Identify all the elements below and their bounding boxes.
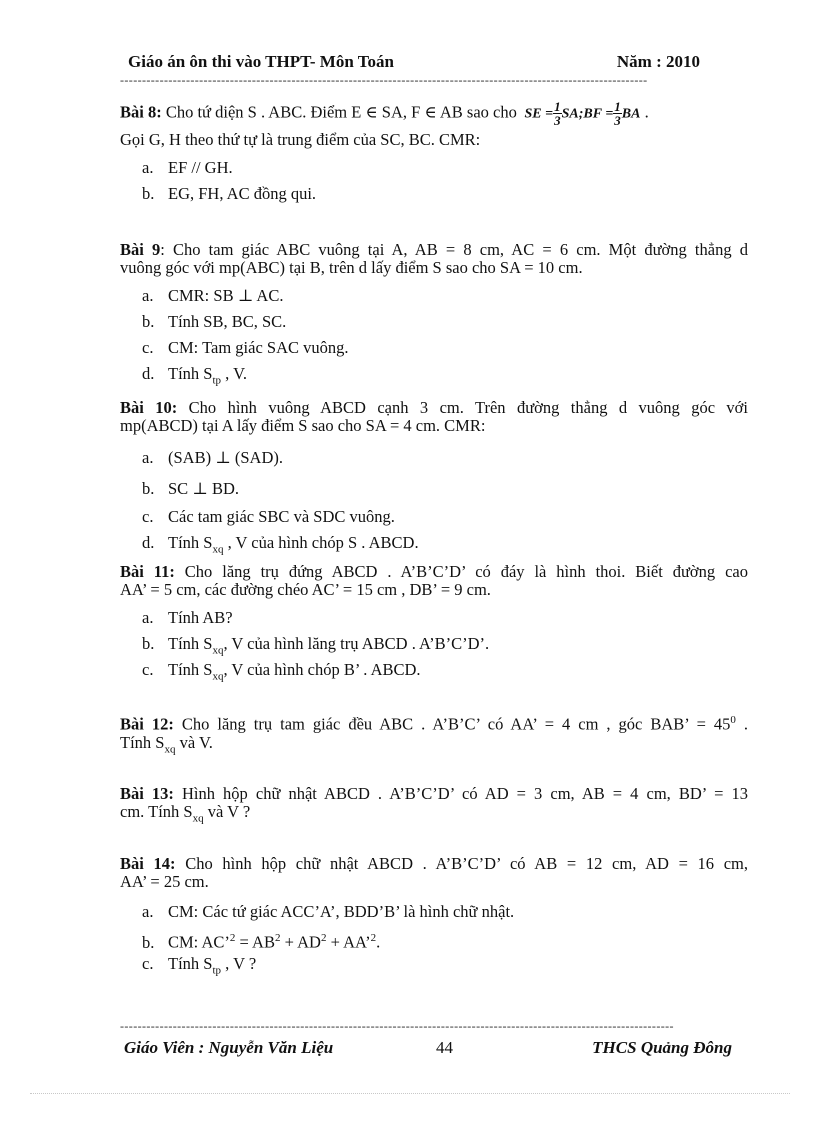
problem-8 — [120, 100, 748, 209]
problem-10-items — [120, 447, 748, 558]
fraction-one-third: $\frac{1}{3}$ — [554, 99, 561, 128]
list-item: b. EG, FH, AC đồng qui. — [142, 184, 317, 203]
formula-ba: BA — [621, 106, 641, 122]
page-header — [128, 52, 710, 76]
header-title: Giáo án ôn thi vào THPT- Môn Toán — [128, 52, 394, 71]
problem-14-line-1: Bài 14: Cho hình hộp chữ nhật ABCD . A’B’C’D’ có AB = 12 cm, AD = 16 cm, — [120, 854, 749, 873]
list-item: a. CM: Các tứ giác ACC’A’, BDD’B’ là hình chữ nhật. — [142, 902, 515, 921]
formula-sa-bf: SA;BF = — [561, 106, 614, 122]
footer-divider: ------------------------------------------------------------------------------------------------------------------------------ — [120, 1020, 674, 1032]
footer-school: THCS Quảng Đông — [592, 1038, 732, 1057]
list-item: b. Tính $S_{xq}$, V của hình lăng trụ ABCD . A’B’C’D’. — [142, 634, 490, 657]
problem-14 — [120, 855, 748, 979]
header-divider: ------------------------------------------------------------------------------------------------------------------------ — [120, 74, 648, 86]
problem-9-line-1: Bài 9: Cho tam giác ABC vuông tại A, AB = 8 cm, AC = 6 cm. Một đường thẳng d — [120, 240, 748, 259]
problem-9-items — [120, 285, 748, 389]
list-item: b. Tính SB, BC, SC. — [142, 312, 287, 331]
problem-14-line-2: AA’ = 25 cm. — [120, 872, 209, 891]
list-item: a. CMR: SB ⊥ AC. — [142, 286, 284, 305]
problem-8-text: Cho tứ diện S . ABC. Điểm E ∈ SA, F ∈ AB sao cho — [165, 102, 517, 122]
list-item: b. SC ⊥ BD. — [142, 479, 239, 498]
list-item: b. CM: AC’$^2$ = $AB^2 + AD^2$ + AA’$^2$. — [142, 932, 381, 952]
problem-11-line-2: AA’ = 5 cm, các đường chéo AC’ = 15 cm , DB’ = 9 cm. — [120, 580, 491, 599]
problem-11-line-1: Bài 11: Cho lăng trụ đứng ABCD . A’B’C’D’ có đáy là hình thoi. Biết đường cao — [120, 562, 748, 581]
problem-10 — [120, 399, 748, 558]
problem-9-line-2: vuông góc với mp(ABC) tại B, trên d lấy điểm S sao cho SA = 10 cm. — [120, 258, 583, 277]
list-item: c. CM: Tam giác SAC vuông. — [142, 338, 349, 357]
page-number: 44 — [436, 1038, 453, 1057]
problem-9 — [120, 241, 748, 389]
page-footer — [124, 1038, 734, 1062]
problem-11-label: Bài 11: — [120, 562, 175, 581]
problem-13 — [120, 785, 748, 827]
list-item: a. (SAB) ⊥ (SAD). — [142, 448, 283, 467]
problem-12 — [120, 711, 748, 758]
problem-8-line-2: Gọi G, H theo thứ tự là trung điểm của SC, BC. CMR: — [120, 130, 481, 149]
problem-8-items — [120, 157, 748, 209]
fraction-one-third-2: $\frac{1}{3}$ — [614, 99, 621, 128]
list-item: c. Các tam giác SBC và SDC vuông. — [142, 507, 395, 526]
problem-12-line-1: Bài 12: Cho lăng trụ tam giác đều ABC . A’B’C’ có AA’ = 4 cm , góc BAB’ = $45^0$ . — [120, 714, 749, 734]
footer-teacher: Giáo Viên : Nguyễn Văn Liệu — [124, 1038, 334, 1057]
list-item: a. Tính AB? — [142, 608, 233, 627]
problem-13-line-2: cm. Tính $S_{xq}$ và V ? — [120, 802, 251, 825]
header-year: Năm : 2010 — [616, 52, 700, 71]
problem-14-items — [120, 901, 748, 979]
problem-8-line-1 — [120, 100, 748, 127]
problem-11 — [120, 563, 748, 685]
list-item: a. EF // GH. — [142, 158, 233, 177]
problem-10-line-2: mp(ABCD) tại A lấy điểm S sao cho SA = 4 cm. CMR: — [120, 416, 486, 435]
list-item: d. Tính $S_{tp}$ , V. — [142, 364, 248, 387]
bottom-dotted-line — [30, 1093, 790, 1094]
problem-14-label: Bài 14: — [120, 854, 176, 873]
list-item: c. Tính $S_{xq}$, V của hình chóp B’ . ABCD. — [142, 660, 421, 683]
problem-10-line-1: Bài 10: Cho hình vuông ABCD cạnh 3 cm. Trên đường thẳng d vuông góc với — [120, 398, 748, 417]
problem-13-label: Bài 13: — [120, 784, 174, 803]
problem-11-items — [120, 607, 748, 685]
problem-8-end-dot: . — [644, 102, 649, 122]
list-item: c. Tính $S_{tp}$ , V ? — [142, 954, 257, 977]
problem-12-label: Bài 12: — [120, 714, 174, 734]
list-item: d. Tính $S_{xq}$ , V của hình chóp S . ABCD. — [142, 533, 419, 556]
problem-12-line-2: Tính $S_{xq}$ và V. — [120, 732, 213, 755]
formula-se: SE = — [524, 106, 554, 122]
problem-10-label: Bài 10: — [120, 398, 178, 417]
problem-9-label: Bài 9 — [120, 240, 161, 259]
problem-8-label: Bài 8: — [120, 102, 162, 122]
problem-13-line-1: Bài 13: Hình hộp chữ nhật ABCD . A’B’C’D’ có AD = 3 cm, AB = 4 cm, BD’ = 13 — [120, 784, 748, 803]
